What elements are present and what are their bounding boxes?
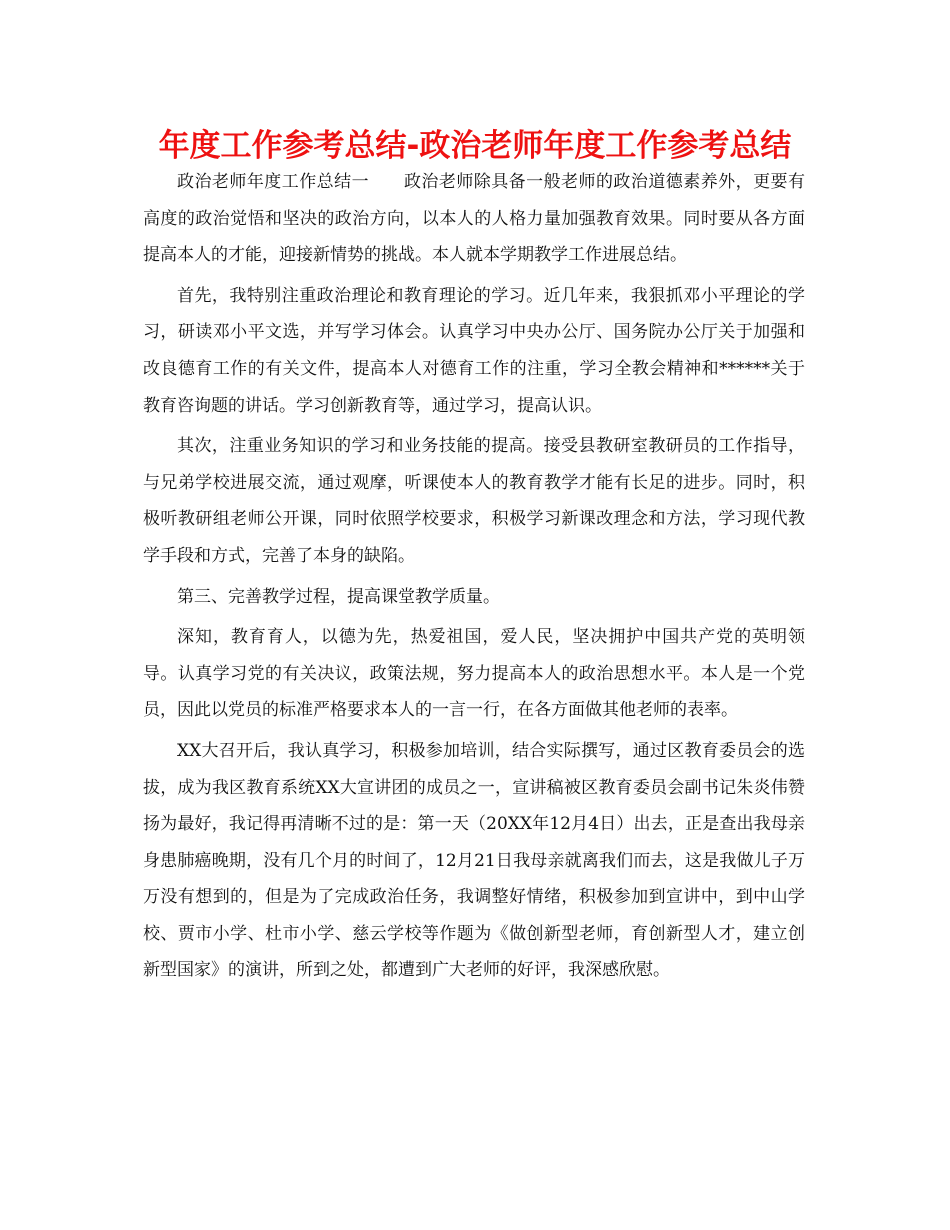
- paragraph-first-point: 首先，我特别注重政治理论和教育理论的学习。近几年来，我狠抓邓小平理论的学习，研读邓小平文选，并写学习体会。认真学习中央办公厅、国务院办公厅关于加强和改良德育工作的有关文件，提高本人对德育工作的注重，学习全教会精神和******关于教育咨询题的讲话。学习创新教育等，通过学习，提高认识。: [143, 285, 805, 416]
- paragraph-lecture-tour: XX大召开后，我认真学习，积极参加培训，结合实际撰写，通过区教育委员会的选拔，成为我区教育系统XX大宣讲团的成员之一，宣讲稿被区教育委员会副书记朱炎伟赞扬为最好，我记得再清晰不过的是：第一天（20XX年12月4日）出去，正是查出我母亲身患肺癌晚期，没有几个月的时间了，12月21日我母亲就离我们而去，这是我做儿子万万没有想到的，但是为了完成政治任务，我调整好情绪，积极参加到宣讲中，到中山学校、贾市小学、杜市小学、慈云学校等作题为《做创新型老师，育创新型人才，建立创新型国家》的演讲，所到之处，都遭到广大老师的好评，我深感欣慰。: [143, 740, 805, 981]
- paragraph-intro: 政治老师年度工作总结一 政治老师除具备一般老师的政治道德素养外，更要有高度的政治觉悟和坚决的政治方向，以本人的人格力量加强教育效果。同时要从各方面提高本人的才能，迎接新情势的挑战。本人就本学期教学工作进展总结。: [143, 172, 805, 266]
- paragraph-third-point-heading: 第三、完善教学过程，提高课堂教学质量。: [177, 586, 500, 607]
- document-body: [143, 164, 805, 993]
- paragraph-second-point: 其次，注重业务知识的学习和业务技能的提高。接受县教研室教研员的工作指导，与兄弟学校进展交流，通过观摩，听课使本人的教育教学才能有长足的进步。同时，积极听教研组老师公开课，同时依照学校要求，积极学习新课改理念和方法，学习现代教学手段和方式，完善了本身的缺陷。: [143, 436, 805, 566]
- document-title: 年度工作参考总结-政治老师年度工作参考总结: [158, 128, 792, 164]
- paragraph-moral-education: 深知，教育育人，以德为先，热爱祖国，爱人民，坚决拥护中国共产党的英明领导。认真学习党的有关决议，政策法规，努力提高本人的政治思想水平。本人是一个党员，因此以党员的标准严格要求本人的一言一行，在各方面做其他老师的表率。: [143, 627, 805, 721]
